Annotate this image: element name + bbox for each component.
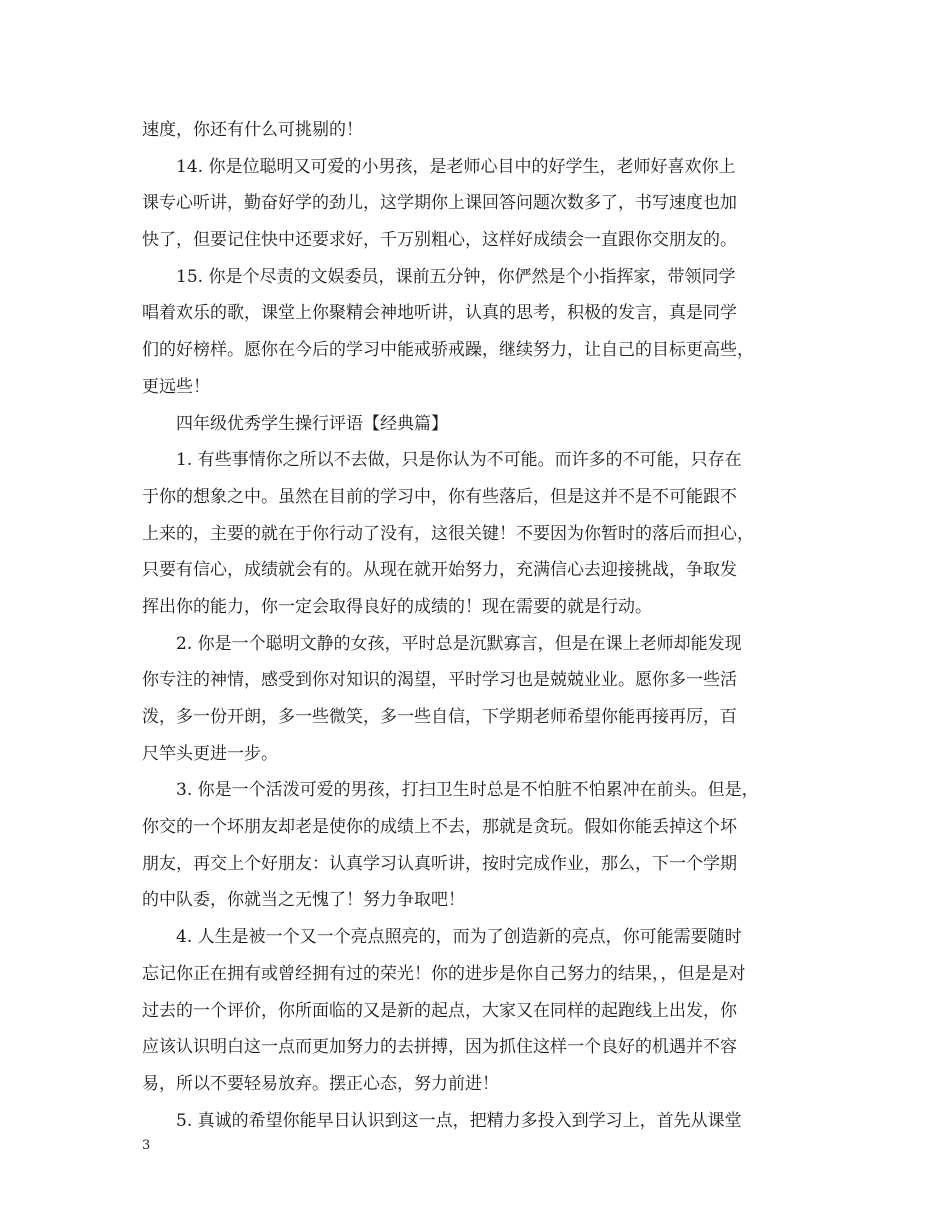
text-line: 15. 你是个尽责的文娱委员，课前五分钟，你俨然是个小指挥家，带领同学: [176, 266, 736, 287]
page-number: 3: [142, 1138, 151, 1153]
text-line: 尺竿头更进一步。: [142, 743, 278, 764]
text-line: 易，所以不要轻易放弃。摆正心态，努力前进！: [142, 1073, 499, 1094]
text-line: 上来的，主要的就在于你行动了没有，这很关键！不要因为你暂时的落后而担心，: [142, 523, 754, 544]
text-line: 挥出你的能力，你一定会取得良好的成绩的！现在需要的就是行动。: [142, 596, 652, 617]
text-line: 更远些！: [142, 376, 210, 397]
text-line: 只要有信心，成绩就会有的。从现在就开始努力，充满信心去迎接挑战，争取发: [142, 560, 737, 581]
text-line: 泼，多一份开朗，多一些微笑，多一些自信，下学期老师希望你能再接再厉，百: [142, 707, 737, 727]
text-line: 朋友，再交上个好朋友：认真学习认真听讲，按时完成作业，那么，下一个学期: [142, 853, 737, 874]
text-line: 5. 真诚的希望你能早日认识到这一点，把精力多投入到学习上，首先从课堂: [176, 1110, 742, 1131]
text-line: 3. 你是一个活泼可爱的男孩，打扫卫生时总是不怕脏不怕累冲在前头。但是，: [176, 780, 759, 801]
text-line: 4. 人生是被一个又一个亮点照亮的，而为了创造新的亮点，你可能需要随时: [176, 927, 742, 948]
text-line: 于你的想象之中。虽然在目前的学习中，你有些落后，但是这并不是不可能跟不: [142, 486, 737, 507]
section-heading: 四年级优秀学生操行评语【经典篇】: [176, 413, 448, 434]
text-line: 应该认识明白这一点而更加努力的去拼搏，因为抓住这样一个良好的机遇并不容: [142, 1037, 737, 1058]
text-line: 速度，你还有什么可挑剔的！: [142, 120, 363, 140]
text-line: 你专注的神情，感受到你对知识的渴望，平时学习也是兢兢业业。愿你多一些活: [142, 670, 737, 691]
text-line: 课专心听讲，勤奋好学的劲儿，这学期你上课回答问题次数多了，书写速度也加: [142, 193, 737, 214]
text-line: 唱着欢乐的歌，课堂上你聚精会神地听讲，认真的思考，积极的发言，真是同学: [142, 303, 737, 324]
text-line: 1. 有些事情你之所以不去做，只是你认为不可能。而许多的不可能，只存在: [176, 450, 742, 471]
body-text: [142, 112, 818, 1139]
text-line: 过去的一个评价，你所面临的又是新的起点，大家又在同样的起跑线上出发，你: [142, 1000, 737, 1021]
text-line: 快了，但要记住快中还要求好，千万别粗心，这样好成绩会一直跟你交朋友的。: [142, 230, 737, 251]
text-line: 们的好榜样。愿你在今后的学习中能戒骄戒躁，继续努力，让自己的目标更高些，: [142, 340, 754, 361]
text-line: 的中队委，你就当之无愧了！努力争取吧！: [142, 890, 465, 911]
text-line: 2. 你是一个聪明文静的女孩，平时总是沉默寡言，但是在课上老师却能发现: [176, 633, 742, 654]
text-line: 忘记你正在拥有或曾经拥有过的荣光！你的进步是你自己努力的结果，，但是是对: [142, 963, 746, 984]
text-line: 14. 你是位聪明又可爱的小男孩，是老师心目中的好学生，老师好喜欢你上: [176, 156, 736, 177]
text-line: 你交的一个坏朋友却老是使你的成绩上不去，那就是贪玩。假如你能丢掉这个坏: [142, 817, 737, 838]
